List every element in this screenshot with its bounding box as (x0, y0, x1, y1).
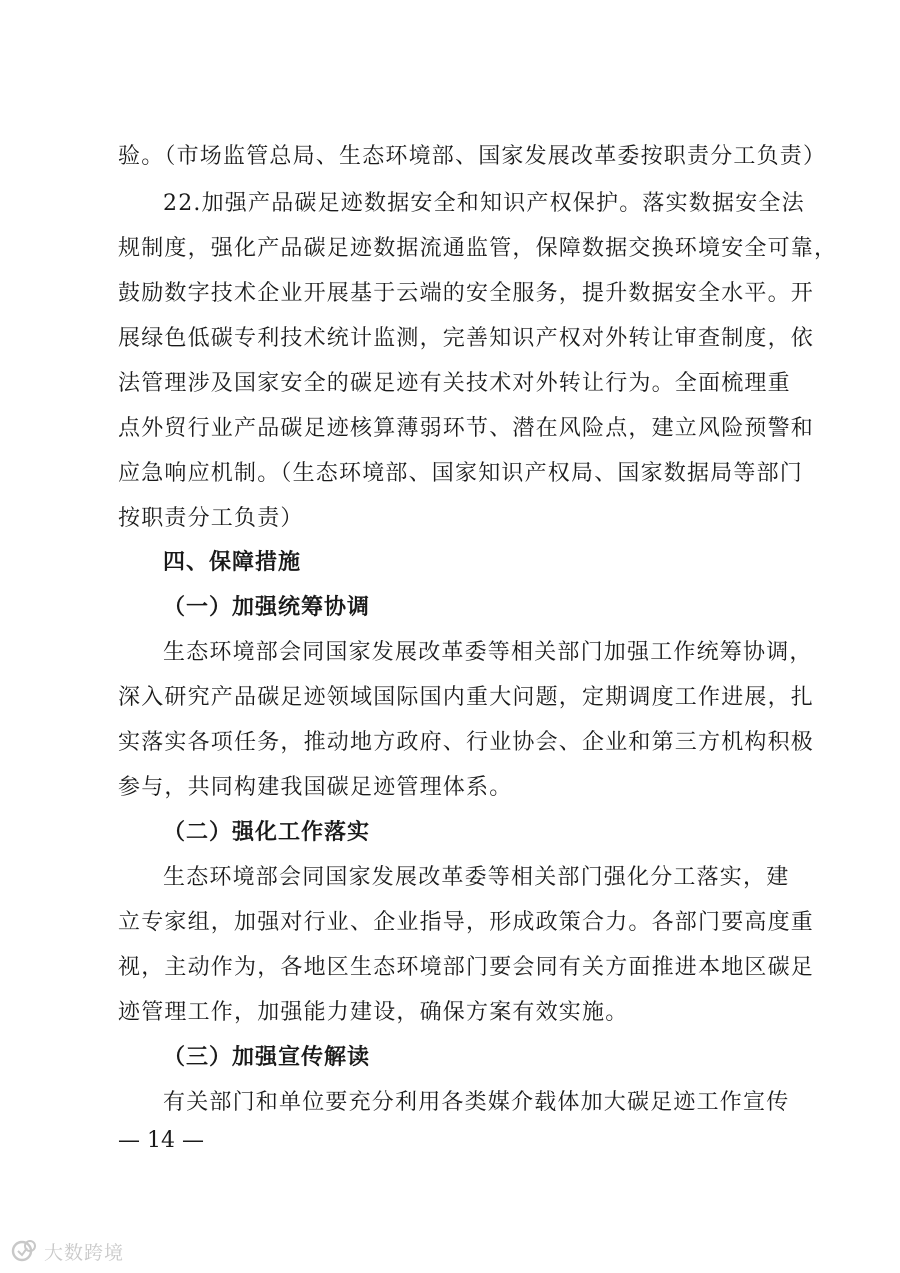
subsection-heading: （一）加强统筹协调 (163, 595, 371, 620)
text-line: 按职责分工负责） (118, 506, 304, 531)
page-number: — 14 — (118, 1128, 204, 1153)
text-line: 实落实各项任务，推动地方政府、行业协会、企业和第三方机构积极 (118, 730, 815, 755)
section-heading: 四、保障措施 (163, 550, 302, 575)
text-line: 验。（市场监管总局、生态环境部、国家发展改革委按职责分工负责） (118, 144, 827, 169)
text-line: 法管理涉及国家安全的碳足迹有关技术对外转让行为。全面梳理重 (118, 371, 791, 396)
text-line: 生态环境部会同国家发展改革委等相关部门强化分工落实，建 (163, 865, 790, 890)
subsection-heading: （三）加强宣传解读 (163, 1045, 371, 1070)
subsection-heading: （二）强化工作落实 (163, 820, 371, 845)
text-line: 生态环境部会同国家发展改革委等相关部门加强工作统筹协调， (163, 640, 813, 665)
text-line: 应急响应机制。（生态环境部、国家知识产权局、国家数据局等部门 (118, 461, 804, 486)
text-line: 鼓励数字技术企业开展基于云端的安全服务，提升数据安全水平。开 (118, 281, 815, 306)
text-line: 深入研究产品碳足迹领域国际国内重大问题，定期调度工作进展，扎 (118, 685, 815, 710)
text-line: 规制度，强化产品碳足迹数据流通监管，保障数据交换环境安全可靠， (118, 236, 838, 261)
text-line: 视，主动作为，各地区生态环境部门要会同有关方面推进本地区碳足 (118, 955, 815, 980)
watermark-text: 大数跨境 (44, 1241, 125, 1264)
text-line: 展绿色低碳专利技术统计监测，完善知识产权对外转让审查制度，依 (118, 326, 815, 351)
text-line: 立专家组，加强对行业、企业指导，形成政策合力。各部门要高度重 (118, 910, 815, 935)
text-line: 有关部门和单位要充分利用各类媒介载体加大碳足迹工作宣传 (163, 1090, 790, 1115)
text-line: 参与，共同构建我国碳足迹管理体系。 (118, 775, 513, 800)
text-line: 点外贸行业产品碳足迹核算薄弱环节、潜在风险点，建立风险预警和 (118, 416, 815, 441)
text-line: 迹管理工作，加强能力建设，确保方案有效实施。 (118, 1000, 629, 1025)
paragraph-22-start: 22.加强产品碳足迹数据安全和知识产权保护。落实数据安全法 (163, 191, 805, 216)
watermark (10, 1236, 124, 1266)
brand-logo-icon (10, 1238, 40, 1264)
